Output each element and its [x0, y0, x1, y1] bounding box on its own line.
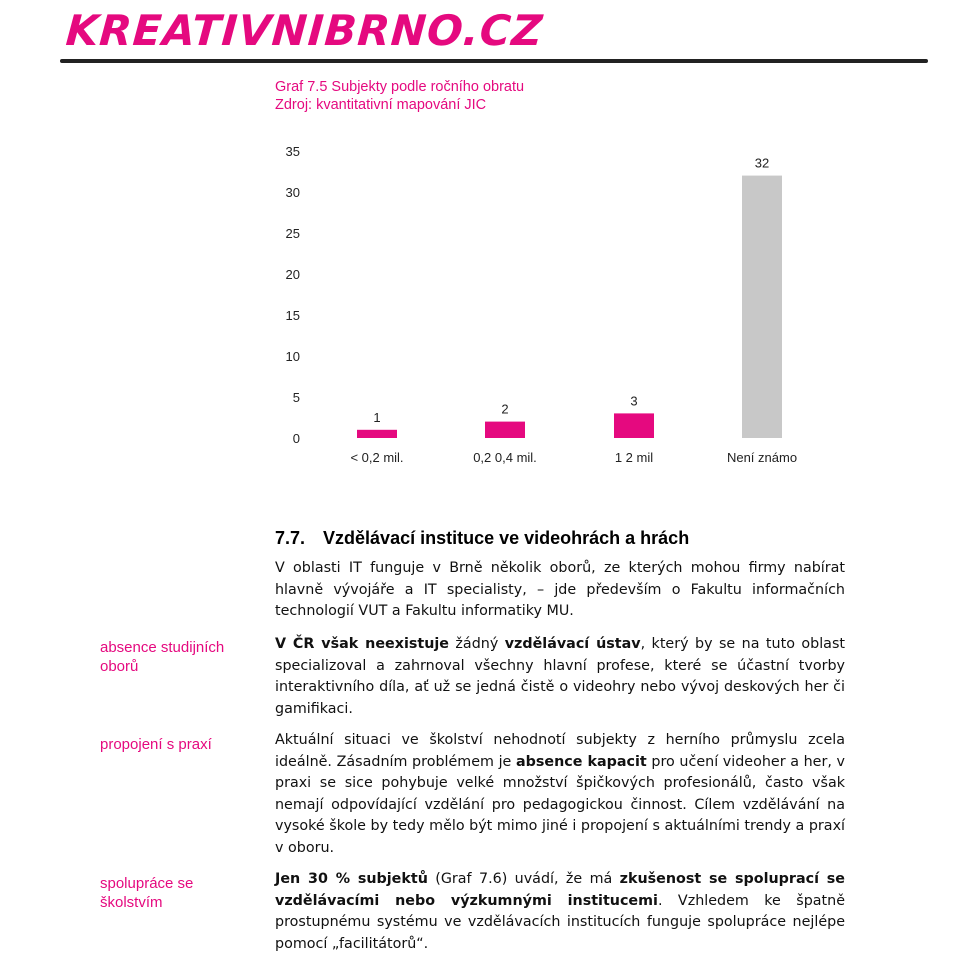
bar: [485, 422, 525, 438]
text-run: žádný: [448, 636, 505, 652]
y-tick-label: 5: [292, 390, 300, 405]
x-tick-label: < 0,2 mil.: [350, 450, 404, 465]
paragraph-4: [275, 869, 845, 955]
y-tick-label: 30: [285, 185, 300, 200]
data-label: 3: [630, 393, 638, 409]
section-number: 7.7.: [275, 528, 306, 548]
site-logo: KREATIVNIBRNO.CZ: [64, 6, 545, 55]
text-run: pro učení videoher a her, v praxi se sice pohybuje velké množství špičkových profesionálů, často však nemají odpovídající vzdělání pro pedagogickou činnost. Cílem vzdělávání na vysoké škole by tedy mělo být mimo jiné i propojení s aktuálními trendy a praxí v oboru.: [275, 753, 845, 856]
bar: [742, 176, 782, 438]
data-label: 1: [373, 409, 381, 425]
y-tick-label: 35: [285, 144, 300, 159]
text-run: . Vzhledem ke špatně prostupnému systému ve vzdělávacích institucích funguje spolupráce nejlépe pomocí „facilitátorů“.: [275, 892, 845, 952]
bar: [357, 430, 397, 438]
x-tick-label: Není známo: [726, 450, 798, 465]
data-label: 2: [501, 401, 509, 417]
text-run: V oblasti IT funguje v Brně několik oborů, ze kterých mohou firmy nabírat hlavně vývojáře a IT specialisty, – jde především o Fakultu informačních technologií VUT a Fakultu informatiky MU.: [275, 560, 845, 619]
paragraph-1: [275, 558, 845, 623]
text-run: zkušenost se spoluprací se vzdělávacími nebo výzkumnými institucemi: [275, 871, 846, 909]
sidebar-note-1: absence studijních oborů: [100, 639, 225, 675]
x-tick-label: 0,2 0,4 mil.: [473, 450, 537, 465]
sidebar-note-3: spolupráce se školstvím: [100, 875, 194, 911]
text-run: vzdělávací ústav: [504, 636, 641, 652]
text-run: V ČR však neexistuje: [275, 636, 449, 652]
paragraph-3: [275, 730, 845, 859]
y-tick-label: 10: [285, 349, 300, 364]
text-run: (Graf 7.6) uvádí, že má: [427, 871, 620, 887]
chart-title: Graf 7.5 Subjekty podle ročního obratu: [275, 79, 525, 95]
text-run: Jen 30 % subjektů: [275, 871, 428, 887]
chart-source: Zdroj: kvantitativní mapování JIC: [275, 97, 487, 113]
y-tick-label: 0: [292, 431, 300, 446]
y-tick-label: 20: [285, 267, 300, 282]
y-tick-label: 15: [285, 308, 300, 323]
y-tick-label: 25: [285, 226, 300, 241]
section-title: Vzdělávací instituce ve videohrách a hrách: [323, 528, 690, 548]
text-run: Aktuální situaci ve školství nehodnotí subjekty z herního průmyslu zcela ideálně. Zásadním problémem je: [275, 732, 845, 770]
data-label: 32: [754, 155, 770, 171]
text-run: , který by se na tuto oblast specializoval a zahrnoval všechny hlavní profese, které se účastní tvorby interaktivního díla, ať už se jedná čistě o videohry nebo vývoj deskových her či gamifikaci.: [275, 636, 845, 717]
paragraph-2: [275, 634, 845, 720]
section-heading: [275, 528, 689, 549]
text-run: absence kapacit: [515, 753, 647, 770]
sidebar-note-2: propojení s praxí: [100, 736, 212, 753]
x-tick-label: 1 2 mil: [614, 450, 654, 465]
bar: [614, 413, 654, 438]
